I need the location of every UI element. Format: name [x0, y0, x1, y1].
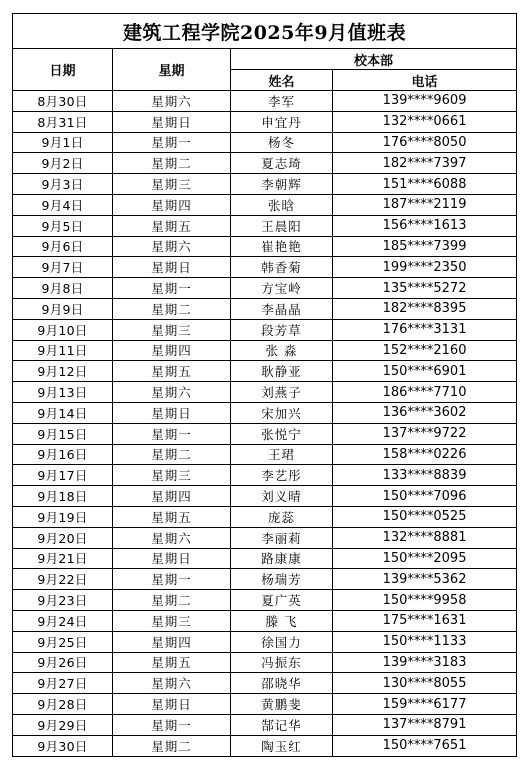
phone-cell: 175****1631	[333, 610, 517, 631]
phone-cell: 150****2095	[333, 548, 517, 569]
weekday-cell: 星期六	[113, 673, 231, 694]
date-cell: 9月21日	[13, 548, 113, 569]
name-cell: 刘燕子	[231, 382, 333, 403]
name-cell: 张悦宁	[231, 423, 333, 444]
table-row	[13, 652, 517, 673]
date-cell: 9月8日	[13, 278, 113, 299]
date-cell: 9月10日	[13, 319, 113, 340]
table-row	[13, 174, 517, 195]
name-cell: 申宜丹	[231, 111, 333, 132]
date-cell: 9月14日	[13, 402, 113, 423]
table-row	[13, 735, 517, 756]
table-row	[13, 194, 517, 215]
phone-cell: 176****3131	[333, 319, 517, 340]
phone-cell: 186****7710	[333, 382, 517, 403]
phone-cell: 139****9609	[333, 91, 517, 112]
date-cell: 9月30日	[13, 735, 113, 756]
date-cell: 9月17日	[13, 465, 113, 486]
weekday-cell: 星期三	[113, 465, 231, 486]
phone-cell: 137****9722	[333, 423, 517, 444]
name-cell: 郜记华	[231, 714, 333, 735]
table-row	[13, 132, 517, 153]
table-row	[13, 506, 517, 527]
table-row	[13, 631, 517, 652]
table-row	[13, 714, 517, 735]
weekday-cell: 星期六	[113, 527, 231, 548]
header-name: 姓名	[231, 70, 333, 91]
date-cell: 9月15日	[13, 423, 113, 444]
phone-cell: 150****0525	[333, 506, 517, 527]
name-cell: 徐国力	[231, 631, 333, 652]
date-cell: 9月1日	[13, 132, 113, 153]
table-row	[13, 548, 517, 569]
weekday-cell: 星期一	[113, 132, 231, 153]
phone-cell: 150****6901	[333, 361, 517, 382]
weekday-cell: 星期五	[113, 506, 231, 527]
table-row	[13, 257, 517, 278]
table-row	[13, 278, 517, 299]
date-cell: 8月30日	[13, 91, 113, 112]
phone-cell: 150****7096	[333, 486, 517, 507]
date-cell: 9月25日	[13, 631, 113, 652]
phone-cell: 176****8050	[333, 132, 517, 153]
date-cell: 9月5日	[13, 215, 113, 236]
date-cell: 9月3日	[13, 174, 113, 195]
phone-cell: 136****3602	[333, 402, 517, 423]
weekday-cell: 星期四	[113, 486, 231, 507]
weekday-cell: 星期三	[113, 319, 231, 340]
table-row	[13, 527, 517, 548]
name-cell: 夏志琦	[231, 153, 333, 174]
name-cell: 夏广英	[231, 590, 333, 611]
page-title: 建筑工程学院2025年9月值班表	[13, 14, 517, 49]
weekday-cell: 星期五	[113, 361, 231, 382]
weekday-cell: 星期二	[113, 444, 231, 465]
date-cell: 9月11日	[13, 340, 113, 361]
phone-cell: 132****0661	[333, 111, 517, 132]
table-row	[13, 319, 517, 340]
weekday-cell: 星期六	[113, 91, 231, 112]
weekday-cell: 星期一	[113, 714, 231, 735]
table-row	[13, 694, 517, 715]
date-cell: 9月18日	[13, 486, 113, 507]
phone-cell: 150****9958	[333, 590, 517, 611]
phone-cell: 132****8881	[333, 527, 517, 548]
table-row	[13, 569, 517, 590]
weekday-cell: 星期二	[113, 590, 231, 611]
phone-cell: 185****7399	[333, 236, 517, 257]
duty-roster-table	[12, 13, 517, 757]
phone-cell: 159****6177	[333, 694, 517, 715]
name-cell: 李军	[231, 91, 333, 112]
date-cell: 9月13日	[13, 382, 113, 403]
date-cell: 9月12日	[13, 361, 113, 382]
name-cell: 方宝岭	[231, 278, 333, 299]
name-cell: 张 淼	[231, 340, 333, 361]
weekday-cell: 星期四	[113, 340, 231, 361]
table-row	[13, 153, 517, 174]
weekday-cell: 星期日	[113, 402, 231, 423]
date-cell: 9月2日	[13, 153, 113, 174]
phone-cell: 187****2119	[333, 194, 517, 215]
name-cell: 陶玉红	[231, 735, 333, 756]
table-row	[13, 361, 517, 382]
date-cell: 9月26日	[13, 652, 113, 673]
table-row	[13, 610, 517, 631]
table-row	[13, 236, 517, 257]
weekday-cell: 星期二	[113, 298, 231, 319]
date-cell: 8月31日	[13, 111, 113, 132]
table-row	[13, 402, 517, 423]
date-cell: 9月27日	[13, 673, 113, 694]
name-cell: 李朝辉	[231, 174, 333, 195]
name-cell: 王晨阳	[231, 215, 333, 236]
name-cell: 宋加兴	[231, 402, 333, 423]
name-cell: 李艺彤	[231, 465, 333, 486]
table-row	[13, 111, 517, 132]
name-cell: 庞蕊	[231, 506, 333, 527]
weekday-cell: 星期日	[113, 257, 231, 278]
date-cell: 9月4日	[13, 194, 113, 215]
phone-cell: 139****5362	[333, 569, 517, 590]
weekday-cell: 星期二	[113, 153, 231, 174]
weekday-cell: 星期日	[113, 694, 231, 715]
header-weekday: 星期	[113, 49, 231, 91]
phone-cell: 135****5272	[333, 278, 517, 299]
weekday-cell: 星期三	[113, 174, 231, 195]
table-row	[13, 444, 517, 465]
name-cell: 杨瑞芳	[231, 569, 333, 590]
roster-body	[13, 91, 517, 757]
name-cell: 冯振东	[231, 652, 333, 673]
weekday-cell: 星期四	[113, 631, 231, 652]
phone-cell: 151****6088	[333, 174, 517, 195]
table-row	[13, 298, 517, 319]
table-row	[13, 465, 517, 486]
phone-cell: 182****7397	[333, 153, 517, 174]
name-cell: 耿静亚	[231, 361, 333, 382]
phone-cell: 156****1613	[333, 215, 517, 236]
date-cell: 9月6日	[13, 236, 113, 257]
date-cell: 9月7日	[13, 257, 113, 278]
weekday-cell: 星期日	[113, 548, 231, 569]
name-cell: 崔艳艳	[231, 236, 333, 257]
date-cell: 9月16日	[13, 444, 113, 465]
phone-cell: 139****3183	[333, 652, 517, 673]
table-row	[13, 673, 517, 694]
header-phone: 电话	[333, 70, 517, 91]
name-cell: 韩香菊	[231, 257, 333, 278]
table-row	[13, 486, 517, 507]
name-cell: 张晗	[231, 194, 333, 215]
name-cell: 李晶晶	[231, 298, 333, 319]
weekday-cell: 星期六	[113, 382, 231, 403]
name-cell: 邵晓华	[231, 673, 333, 694]
table-row	[13, 340, 517, 361]
name-cell: 王珺	[231, 444, 333, 465]
weekday-cell: 星期一	[113, 278, 231, 299]
phone-cell: 199****2350	[333, 257, 517, 278]
date-cell: 9月24日	[13, 610, 113, 631]
weekday-cell: 星期一	[113, 423, 231, 444]
table-row	[13, 590, 517, 611]
table-row	[13, 91, 517, 112]
name-cell: 刘义晴	[231, 486, 333, 507]
name-cell: 段芳草	[231, 319, 333, 340]
phone-cell: 152****2160	[333, 340, 517, 361]
date-cell: 9月20日	[13, 527, 113, 548]
table-row	[13, 215, 517, 236]
weekday-cell: 星期三	[113, 610, 231, 631]
name-cell: 李丽莉	[231, 527, 333, 548]
weekday-cell: 星期五	[113, 652, 231, 673]
weekday-cell: 星期四	[113, 194, 231, 215]
header-campus-group: 校本部	[231, 49, 517, 70]
date-cell: 9月22日	[13, 569, 113, 590]
phone-cell: 182****8395	[333, 298, 517, 319]
weekday-cell: 星期一	[113, 569, 231, 590]
weekday-cell: 星期日	[113, 111, 231, 132]
phone-cell: 158****0226	[333, 444, 517, 465]
phone-cell: 133****8839	[333, 465, 517, 486]
name-cell: 滕 飞	[231, 610, 333, 631]
header-date: 日期	[13, 49, 113, 91]
weekday-cell: 星期五	[113, 215, 231, 236]
phone-cell: 130****8055	[333, 673, 517, 694]
name-cell: 杨冬	[231, 132, 333, 153]
weekday-cell: 星期六	[113, 236, 231, 257]
date-cell: 9月28日	[13, 694, 113, 715]
phone-cell: 150****1133	[333, 631, 517, 652]
phone-cell: 137****8791	[333, 714, 517, 735]
date-cell: 9月23日	[13, 590, 113, 611]
date-cell: 9月29日	[13, 714, 113, 735]
table-row	[13, 423, 517, 444]
date-cell: 9月19日	[13, 506, 113, 527]
name-cell: 路康康	[231, 548, 333, 569]
date-cell: 9月9日	[13, 298, 113, 319]
name-cell: 黄鹏斐	[231, 694, 333, 715]
phone-cell: 150****7651	[333, 735, 517, 756]
table-row	[13, 382, 517, 403]
weekday-cell: 星期二	[113, 735, 231, 756]
